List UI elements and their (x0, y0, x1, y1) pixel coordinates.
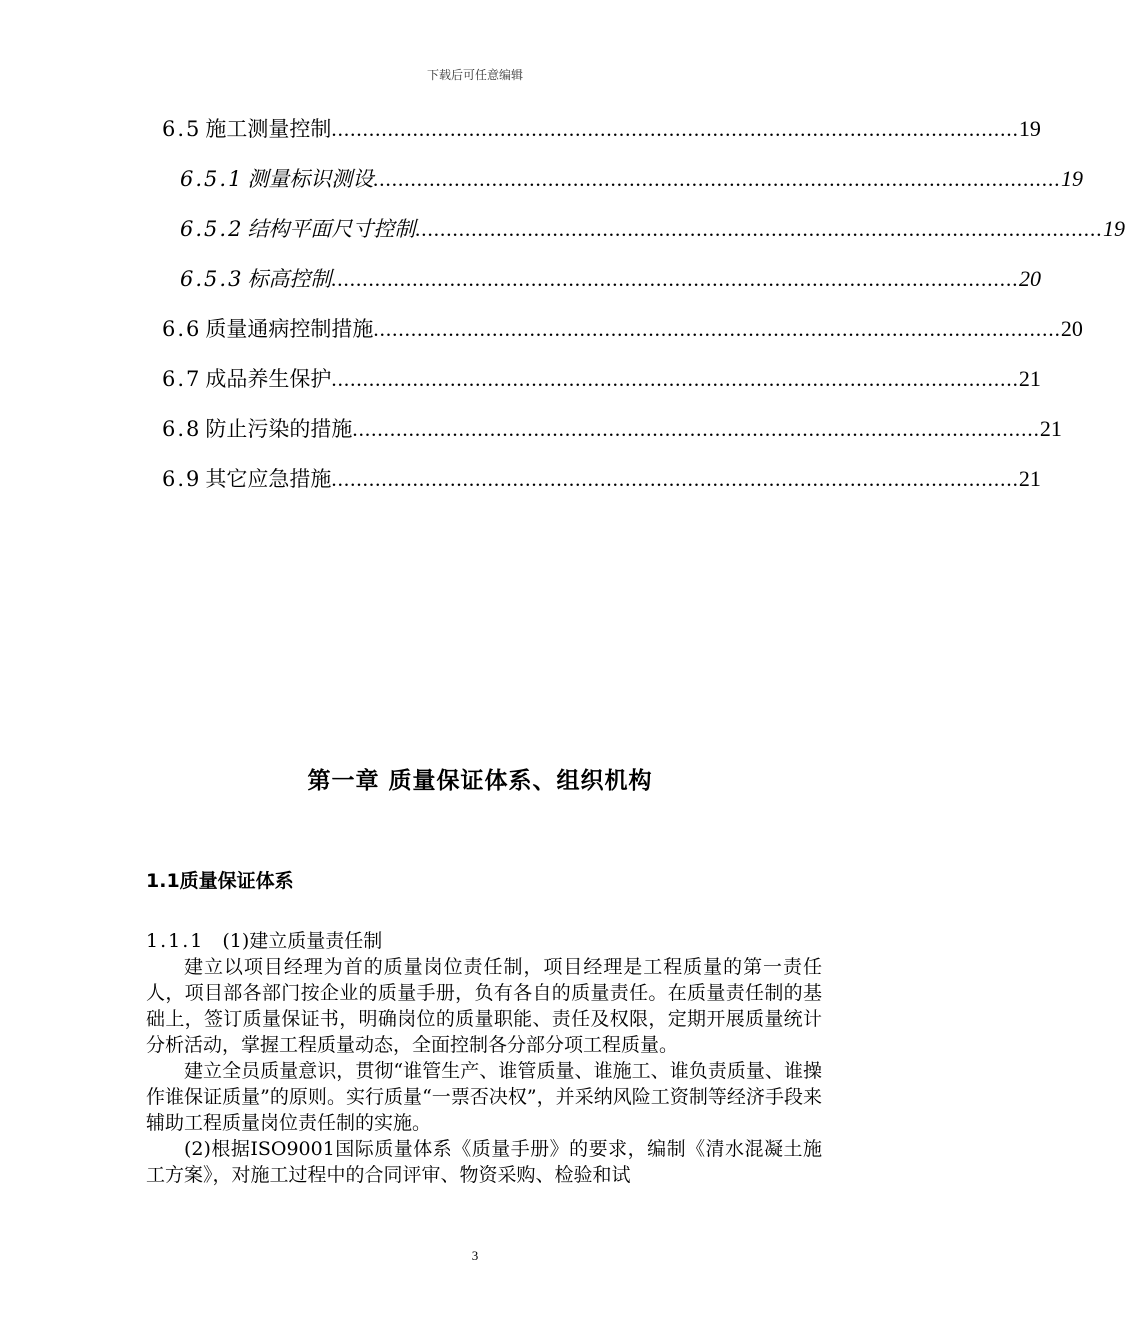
toc-leader: .............................................................................................................. (331, 267, 1019, 291)
toc-page: 21 (1018, 466, 1041, 491)
toc-page: 20 (1018, 266, 1041, 291)
toc-leader: .............................................................................................................. (373, 317, 1061, 341)
toc-title: 成品养生保护 (205, 367, 332, 391)
toc-row[interactable] (180, 212, 1125, 246)
chapter-title: 第一章 质量保证体系、组织机构 (307, 768, 653, 794)
toc-title: 其它应急措施 (205, 467, 332, 491)
toc-row[interactable] (180, 162, 1083, 196)
subsection-heading (146, 928, 382, 954)
toc-number: 6.5.2 (180, 217, 244, 241)
toc-leader: .............................................................................................................. (331, 367, 1019, 391)
toc-number: 6.5.1 (180, 167, 244, 191)
toc-page: 19 (1060, 166, 1083, 191)
toc-row[interactable] (162, 362, 1041, 396)
toc-row[interactable] (162, 112, 1041, 146)
toc-leader: .............................................................................................................. (331, 467, 1019, 491)
toc-page: 21 (1018, 366, 1041, 391)
toc-row[interactable] (162, 462, 1041, 496)
toc-leader: .............................................................................................................. (415, 217, 1103, 241)
toc-title: 施工测量控制 (205, 117, 332, 141)
section-title: 1.1质量保证体系 (146, 870, 294, 892)
paragraph: 建立全员质量意识，贯彻“谁管生产、谁管质量、谁施工、谁负责质量、谁操作谁保证质量”的原则。实行质量“一票否决权”，并采纳风险工资制等经济手段来辅助工程质量岗位责任制的实施。 (146, 1060, 822, 1134)
toc-page: 21 (1039, 416, 1062, 441)
toc-number: 6.5 (162, 117, 202, 141)
toc-number: 6.9 (162, 467, 202, 491)
toc-page: 20 (1060, 316, 1083, 341)
toc-row[interactable] (162, 412, 1062, 446)
toc-title: 质量通病控制措施 (205, 317, 374, 341)
subsection-number: 1.1.1 (146, 930, 205, 952)
header-note: 下载后可任意编辑 (426, 68, 523, 82)
subsection-title: (1)建立质量责任制 (222, 930, 383, 952)
body-text (146, 954, 822, 1188)
toc-leader: .............................................................................................................. (352, 417, 1040, 441)
toc-leader: .............................................................................................................. (331, 117, 1019, 141)
toc-page: 19 (1102, 216, 1125, 241)
toc-title: 防止污染的措施 (205, 417, 353, 441)
toc-leader: .............................................................................................................. (373, 167, 1061, 191)
toc-row[interactable] (162, 312, 1083, 346)
toc-page: 19 (1018, 116, 1041, 141)
toc-number: 6.6 (162, 317, 202, 341)
toc-title: 标高控制 (247, 267, 332, 291)
paragraph: (2)根据ISO9001国际质量体系《质量手册》的要求，编制《清水混凝土施工方案》，对施工过程中的合同评审、物资采购、检验和试 (146, 1138, 822, 1186)
paragraph: 建立以项目经理为首的质量岗位责任制，项目经理是工程质量的第一责任人，项目部各部门按企业的质量手册，负有各自的质量责任。在质量责任制的基础上，签订质量保证书，明确岗位的质量职能、责任及权限，定期开展质量统计分析活动，掌握工程质量动态，全面控制各分部分项工程质量。 (146, 956, 822, 1056)
toc-row[interactable] (180, 262, 1041, 296)
toc-number: 6.5.3 (180, 267, 244, 291)
toc-number: 6.7 (162, 367, 202, 391)
page-number: 3 (471, 1248, 479, 1263)
toc-title: 测量标识测设 (247, 167, 374, 191)
toc-number: 6.8 (162, 417, 202, 441)
toc-title: 结构平面尺寸控制 (247, 217, 416, 241)
